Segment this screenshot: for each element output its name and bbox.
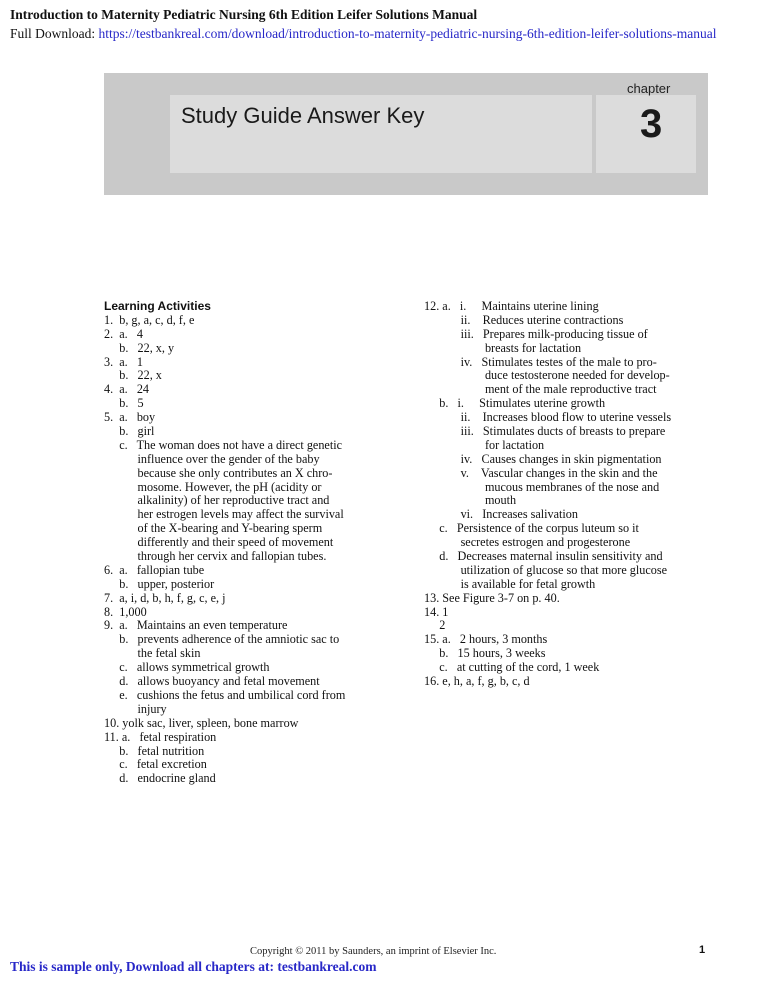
answer-number <box>104 508 119 522</box>
left-answer-list <box>104 314 404 786</box>
answer-text: v. Vascular changes in the skin and the <box>439 466 658 480</box>
answer-number <box>104 647 119 661</box>
answer-number: 5. <box>104 410 120 425</box>
answer-number <box>104 578 119 592</box>
answer-number <box>424 411 439 425</box>
answer-number <box>104 703 119 717</box>
answer-line <box>104 494 404 508</box>
answer-text: iv. Stimulates testes of the male to pro- <box>439 355 657 369</box>
answer-text: a. 24 <box>119 383 150 397</box>
page-number: 1 <box>699 944 706 956</box>
answer-line <box>424 453 714 467</box>
answer-number <box>104 397 119 411</box>
answer-line <box>424 481 714 495</box>
answer-text: 1 <box>442 605 449 619</box>
answer-number: 10. <box>104 715 123 730</box>
answer-text: iii. Stimulates ducts of breasts to prepare <box>439 425 666 439</box>
answer-line <box>424 356 714 370</box>
answer-line <box>104 606 404 620</box>
download-link[interactable]: https://testbankreal.com/download/introduction-to-maternity-pediatric-nursing-6th-edition-leifer-solutions-manual <box>98 26 717 41</box>
answer-number: 4. <box>104 382 120 397</box>
answer-number <box>104 661 119 675</box>
answer-text: differently and their speed of movement <box>119 536 334 550</box>
answer-text: a. 4 <box>119 327 143 341</box>
answer-line <box>104 397 404 411</box>
answer-text: her estrogen levels may affect the survival <box>119 508 344 522</box>
answer-line <box>424 397 714 411</box>
answer-number <box>424 508 439 522</box>
answer-number: 15. <box>424 632 443 647</box>
answer-line <box>104 578 404 592</box>
answer-text: See Figure 3-7 on p. 40. <box>442 591 560 605</box>
answer-line <box>104 647 404 661</box>
answer-number <box>424 619 439 633</box>
answer-line <box>424 300 714 314</box>
copyright-notice: Copyright © 2011 by Saunders, an imprint of Elsevier Inc. <box>250 946 497 957</box>
answer-line <box>424 425 714 439</box>
answer-text: yolk sac, liver, spleen, bone marrow <box>122 716 299 730</box>
answer-text: a. boy <box>119 411 156 425</box>
answer-number <box>104 633 119 647</box>
answer-number <box>424 397 439 411</box>
answer-number <box>424 522 439 536</box>
answer-line <box>104 661 404 675</box>
answer-number <box>424 369 439 383</box>
answer-text: mucous membranes of the nose and <box>439 480 660 494</box>
answer-line <box>104 689 404 703</box>
answer-text: d. endocrine gland <box>119 772 216 786</box>
answer-text: secretes estrogen and progesterone <box>439 536 631 550</box>
answer-text: b. i. Stimulates uterine growth <box>439 397 606 411</box>
answer-number: 3. <box>104 354 120 369</box>
answer-text: b. 15 hours, 3 weeks <box>439 647 546 661</box>
answer-line <box>104 745 404 759</box>
answer-text: vi. Increases salivation <box>439 508 578 522</box>
answer-number: 12. <box>424 299 443 313</box>
answer-text: a. i. Maintains uterine lining <box>442 300 599 313</box>
answer-number <box>424 578 439 592</box>
answer-text: a. fallopian tube <box>119 563 205 577</box>
answer-line <box>104 369 404 383</box>
answer-text: iv. Causes changes in skin pigmentation <box>439 452 662 466</box>
answer-number <box>424 550 439 564</box>
answer-line <box>104 425 404 439</box>
answer-text: ii. Reduces uterine contractions <box>439 313 624 327</box>
answer-line <box>424 536 714 550</box>
answer-line <box>424 550 714 564</box>
answer-number <box>424 314 439 328</box>
answer-line <box>104 758 404 772</box>
answer-line <box>424 328 714 342</box>
answer-line <box>424 675 714 689</box>
download-label: Full Download: <box>10 26 99 41</box>
answer-line <box>424 411 714 425</box>
chapter-number: 3 <box>640 102 663 146</box>
answer-number <box>424 647 439 661</box>
answer-text: b. girl <box>119 425 155 439</box>
answer-text: a, i, d, b, h, f, g, c, e, j <box>119 591 226 605</box>
answer-number <box>104 425 119 439</box>
answer-number <box>104 467 119 481</box>
answer-line <box>424 342 714 356</box>
answer-text: alkalinity) of her reproductive tract and <box>119 494 330 508</box>
answer-number <box>104 675 119 689</box>
answer-text: mosome. However, the pH (acidity or <box>119 480 322 494</box>
answer-number <box>104 522 119 536</box>
answer-number <box>104 772 119 786</box>
answer-text: influence over the gender of the baby <box>119 452 320 466</box>
answer-line <box>424 661 714 675</box>
answer-number <box>424 342 439 356</box>
answer-text: a. 2 hours, 3 months <box>442 633 548 647</box>
answer-line <box>104 564 404 578</box>
answer-text: 2 <box>439 619 446 633</box>
answer-line <box>424 592 714 606</box>
sample-notice[interactable]: This is sample only, Download all chapters at: testbankreal.com <box>10 959 377 974</box>
answer-text: b. 22, x, y <box>119 341 175 355</box>
answer-number <box>424 383 439 397</box>
answer-line <box>424 578 714 592</box>
answer-line <box>104 411 404 425</box>
answer-line <box>424 633 714 647</box>
answer-text: of the X-bearing and Y-bearing sperm <box>119 522 323 536</box>
answer-number <box>104 550 119 564</box>
answer-number <box>424 453 439 467</box>
answer-number: 6. <box>104 562 120 577</box>
download-line <box>10 26 716 42</box>
answer-text: b. upper, posterior <box>119 577 215 591</box>
chapter-label: chapter <box>627 81 671 96</box>
answer-number: 16. <box>424 674 443 689</box>
answer-line <box>424 439 714 453</box>
answer-text: mouth <box>439 494 517 508</box>
answer-text: c. The woman does not have a direct genetic <box>119 438 343 452</box>
answer-text: e, h, a, f, g, b, c, d <box>442 675 530 689</box>
answer-number: 11. <box>104 729 122 744</box>
left-column <box>104 300 404 786</box>
answer-text: utilization of glucose so that more glucose <box>439 563 668 577</box>
answer-line <box>424 314 714 328</box>
answer-line <box>104 536 404 550</box>
answer-number <box>424 439 439 453</box>
answer-line <box>424 564 714 578</box>
answer-text: through her cervix and fallopian tubes. <box>119 550 327 564</box>
answer-text: is available for fetal growth <box>439 577 596 591</box>
answer-line <box>104 467 404 481</box>
answer-text: ment of the male reproductive tract <box>439 383 657 397</box>
answer-line <box>104 481 404 495</box>
answer-line <box>104 717 404 731</box>
answer-line <box>104 508 404 522</box>
answer-text: a. Maintains an even temperature <box>119 619 288 633</box>
answer-line <box>104 439 404 453</box>
answer-number <box>104 494 119 508</box>
answer-text: a. 1 <box>119 355 143 369</box>
answer-number <box>104 439 119 453</box>
answer-line <box>424 508 714 522</box>
answer-number <box>104 369 119 383</box>
answer-number <box>104 342 119 356</box>
answer-text: because she only contributes an X chro- <box>119 466 333 480</box>
answer-number: 7. <box>104 590 120 605</box>
answer-number <box>424 425 439 439</box>
answer-line <box>424 369 714 383</box>
answer-text: b. 22, x <box>119 369 162 383</box>
answer-number: 9. <box>104 618 120 633</box>
answer-line <box>424 522 714 536</box>
answer-number <box>424 494 439 508</box>
chapter-banner <box>104 73 708 195</box>
answer-number: 13. <box>424 590 443 605</box>
answer-text: c. allows symmetrical growth <box>119 661 270 675</box>
answer-line <box>424 467 714 481</box>
answer-text: ii. Increases blood flow to uterine vessels <box>439 411 672 425</box>
answer-text: b. fetal nutrition <box>119 744 205 758</box>
section-heading: Learning Activities <box>104 299 211 313</box>
answer-line <box>104 328 404 342</box>
answer-text: duce testosterone needed for develop- <box>439 369 670 383</box>
answer-number <box>424 564 439 578</box>
answer-text: d. allows buoyancy and fetal movement <box>119 675 320 689</box>
answer-line <box>104 619 404 633</box>
answer-text: for lactation <box>439 438 545 452</box>
banner-title: Study Guide Answer Key <box>181 103 425 128</box>
answer-number <box>424 661 439 675</box>
answer-line <box>104 453 404 467</box>
answer-text: c. at cutting of the cord, 1 week <box>439 661 600 675</box>
answer-number <box>104 536 119 550</box>
answer-line <box>104 675 404 689</box>
answer-line <box>424 606 714 620</box>
answer-number <box>104 481 119 495</box>
answer-number: 2. <box>104 326 120 341</box>
answer-text: b. prevents adherence of the amniotic sac to <box>119 633 340 647</box>
answer-line <box>104 383 404 397</box>
answer-text: 1,000 <box>119 605 147 619</box>
answer-line <box>424 647 714 661</box>
answer-line <box>104 314 404 328</box>
answer-number <box>424 467 439 481</box>
answer-line <box>424 494 714 508</box>
answer-line <box>104 356 404 370</box>
answer-number <box>424 481 439 495</box>
document-title: Introduction to Maternity Pediatric Nursing 6th Edition Leifer Solutions Manual <box>10 7 478 22</box>
answer-text: c. Persistence of the corpus luteum so it <box>439 522 639 536</box>
answer-number <box>104 745 119 759</box>
answer-number <box>104 453 119 467</box>
right-column <box>424 300 714 689</box>
answer-line <box>104 342 404 356</box>
answer-number: 1. <box>104 312 120 327</box>
answer-number <box>104 758 119 772</box>
answer-line <box>424 619 714 633</box>
answer-text: c. fetal excretion <box>119 758 207 772</box>
answer-text: breasts for lactation <box>439 341 582 355</box>
answer-text: b, g, a, c, d, f, e <box>119 313 195 327</box>
answer-number <box>424 356 439 370</box>
answer-line <box>104 592 404 606</box>
answer-line <box>424 383 714 397</box>
answer-line <box>104 731 404 745</box>
answer-line <box>104 550 404 564</box>
answer-text: b. 5 <box>119 397 144 411</box>
answer-number: 8. <box>104 604 120 619</box>
answer-line <box>104 772 404 786</box>
answer-text: e. cushions the fetus and umbilical cord from <box>119 688 346 702</box>
answer-number <box>424 328 439 342</box>
answer-text: a. fetal respiration <box>121 730 217 744</box>
right-answer-list <box>424 300 714 689</box>
answer-text: injury <box>119 702 167 716</box>
answer-line <box>104 703 404 717</box>
answer-line <box>104 522 404 536</box>
answer-line <box>104 633 404 647</box>
answer-number <box>104 689 119 703</box>
answer-number: 14. <box>424 604 443 619</box>
answer-text: d. Decreases maternal insulin sensitivity and <box>439 550 663 564</box>
answer-text: the fetal skin <box>119 647 201 661</box>
answer-number <box>424 536 439 550</box>
answer-text: iii. Prepares milk-producing tissue of <box>439 327 648 341</box>
